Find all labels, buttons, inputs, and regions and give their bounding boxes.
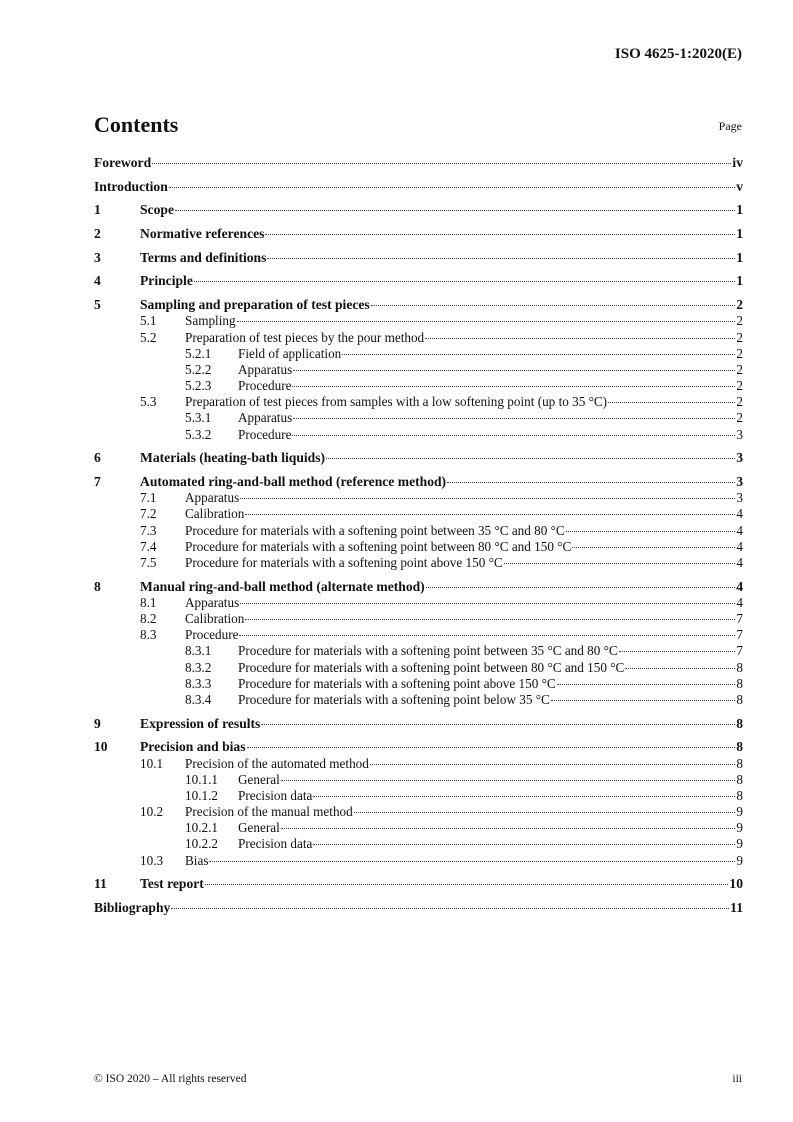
toc-entry[interactable] xyxy=(94,555,743,571)
toc-entry[interactable] xyxy=(94,627,743,643)
toc-entry-number: 10.3 xyxy=(140,852,164,868)
dot-leader xyxy=(313,796,735,797)
toc-entry-number: 8.3.2 xyxy=(185,659,212,675)
footer-page-number: iii xyxy=(732,1073,742,1085)
toc-entry-page: 3 xyxy=(736,490,743,506)
dot-leader xyxy=(370,764,736,765)
toc-entry[interactable] xyxy=(94,490,743,506)
toc-entry-number: 7.5 xyxy=(140,554,157,570)
toc-entry-title[interactable]: Procedure for materials with a softening point between 80 °C and 150 °C xyxy=(238,659,625,675)
toc-entry-number: 2 xyxy=(94,226,101,242)
toc-entry[interactable] xyxy=(94,474,743,490)
toc-entry[interactable] xyxy=(94,297,743,313)
toc-entry-page: 7 xyxy=(736,643,743,659)
dot-leader xyxy=(237,321,736,322)
toc-entry[interactable] xyxy=(94,692,743,708)
dot-leader xyxy=(293,418,735,419)
toc-entry-page: 4 xyxy=(736,506,743,522)
toc-entry-number: 5.1 xyxy=(140,313,157,329)
toc-entry-number: 10.1.1 xyxy=(185,771,218,787)
toc-entry-page: 4 xyxy=(736,578,743,594)
dot-leader xyxy=(247,747,736,748)
toc-entry-title[interactable]: Calibration xyxy=(185,506,245,522)
toc-entry-title[interactable]: Materials (heating-bath liquids) xyxy=(140,450,326,466)
toc-entry-title[interactable]: Procedure for materials with a softening point below 35 °C xyxy=(238,691,550,707)
toc-entry-number: 7.3 xyxy=(140,522,157,538)
toc-entry-title[interactable]: Apparatus xyxy=(238,361,293,377)
toc-entry-page: 8 xyxy=(736,691,743,707)
dot-leader xyxy=(209,861,735,862)
toc-entry[interactable] xyxy=(94,330,743,346)
dot-leader xyxy=(566,531,736,532)
toc-entry-title[interactable]: Bias xyxy=(185,852,209,868)
toc-entry[interactable] xyxy=(94,579,743,595)
dot-leader xyxy=(171,908,729,909)
toc-entry[interactable] xyxy=(94,676,743,692)
dot-leader xyxy=(625,668,735,669)
toc-entry-page: 4 xyxy=(736,554,743,570)
document-id: ISO 4625-1:2020(E) xyxy=(614,46,742,62)
toc-entry-page: 2 xyxy=(736,410,743,426)
toc-entry-title[interactable]: Procedure xyxy=(185,627,239,643)
toc-entry-number: 8.3.4 xyxy=(185,691,212,707)
dot-leader xyxy=(371,305,735,306)
toc-entry-title[interactable]: Precision data xyxy=(238,836,313,852)
toc-entry-title[interactable]: Apparatus xyxy=(185,490,240,506)
toc-entry-number: 7.2 xyxy=(140,506,157,522)
toc-entry-title[interactable]: Procedure xyxy=(238,378,292,394)
toc-entry-number: 8.3.1 xyxy=(185,643,212,659)
toc-entry-number: 8.1 xyxy=(140,594,157,610)
toc-entry-title[interactable]: Sampling and preparation of test pieces xyxy=(140,297,370,313)
toc-entry-title[interactable]: Field of application xyxy=(238,345,342,361)
toc-entry-title[interactable]: Precision of the manual method xyxy=(185,804,353,820)
toc-entry[interactable] xyxy=(94,595,743,611)
toc-entry-page: 1 xyxy=(736,202,743,218)
dot-leader xyxy=(239,635,735,636)
toc-entry-page: 11 xyxy=(730,900,743,915)
toc-entry[interactable] xyxy=(94,362,743,378)
toc-entry[interactable] xyxy=(94,273,743,289)
toc-entry-title[interactable]: Preparation of test pieces by the pour method xyxy=(185,329,425,345)
toc-entry-number: 10.2 xyxy=(140,804,164,820)
toc-entry-title[interactable]: Manual ring-and-ball method (alternate method) xyxy=(140,578,425,594)
dot-leader xyxy=(425,338,735,339)
toc-entry-number: 7.4 xyxy=(140,538,157,554)
toc-entry-page: 7 xyxy=(736,611,743,626)
toc-entry[interactable] xyxy=(94,523,743,539)
toc-entry-page: 2 xyxy=(736,313,743,329)
table-of-contents xyxy=(94,155,743,916)
toc-entry-title[interactable]: Scope xyxy=(140,202,174,218)
toc-entry-title[interactable]: Precision data xyxy=(238,787,313,803)
toc-entry-title[interactable]: Procedure for materials with a softening point between 35 °C and 80 °C xyxy=(185,522,565,538)
toc-entry-title[interactable]: Precision and bias xyxy=(140,739,246,755)
dot-leader xyxy=(426,587,735,588)
toc-entry[interactable] xyxy=(94,539,743,555)
dot-leader xyxy=(292,435,735,436)
dot-leader xyxy=(293,370,735,371)
toc-entry-page: 2 xyxy=(736,345,743,361)
toc-entry-title[interactable]: Expression of results xyxy=(140,715,261,731)
toc-entry[interactable] xyxy=(94,788,743,804)
dot-leader xyxy=(245,619,735,620)
dot-leader xyxy=(447,482,735,483)
toc-entry-title[interactable]: General xyxy=(238,820,280,836)
toc-entry-page: 10 xyxy=(729,876,743,892)
dot-leader xyxy=(608,402,735,403)
toc-entry-title[interactable]: Terms and definitions xyxy=(140,249,267,265)
toc-entry[interactable] xyxy=(94,756,743,772)
toc-entry-page: v xyxy=(736,178,743,194)
toc-entry-page: 1 xyxy=(736,249,743,265)
toc-entry-number: 8.2 xyxy=(140,611,157,626)
toc-entry-number: 9 xyxy=(94,715,101,731)
toc-entry-page: 8 xyxy=(736,715,743,731)
toc-entry-page: 8 xyxy=(736,771,743,787)
toc-entry-page: 9 xyxy=(736,852,743,868)
toc-entry[interactable] xyxy=(94,450,743,466)
dot-leader xyxy=(619,651,736,652)
toc-entry[interactable] xyxy=(94,836,743,852)
toc-entry-title[interactable]: Preparation of test pieces from samples with a low softening point (up to 35 °C) xyxy=(185,394,608,410)
toc-entry-number: 10.2.2 xyxy=(185,836,218,852)
toc-entry-number: 8.3 xyxy=(140,627,157,643)
toc-entry-number: 5.2 xyxy=(140,329,157,345)
dot-leader xyxy=(281,828,736,829)
dot-leader xyxy=(292,386,735,387)
dot-leader xyxy=(572,547,735,548)
dot-leader xyxy=(261,724,735,725)
dot-leader xyxy=(504,563,736,564)
toc-entry-number: 6 xyxy=(94,450,101,466)
footer-copyright: © ISO 2020 – All rights reserved xyxy=(94,1073,247,1085)
toc-entry-title[interactable]: Normative references xyxy=(140,226,265,242)
toc-entry[interactable] xyxy=(94,250,743,266)
dot-leader xyxy=(326,458,735,459)
toc-entry-page: 1 xyxy=(736,273,743,289)
dot-leader xyxy=(169,187,735,188)
toc-entry[interactable] xyxy=(94,346,743,362)
dot-leader xyxy=(354,812,736,813)
toc-entry-number: 5.2.2 xyxy=(185,361,212,377)
toc-entry-page: 3 xyxy=(736,426,743,442)
toc-entry-title[interactable]: Foreword xyxy=(94,155,152,170)
toc-entry-title[interactable]: Procedure for materials with a softening point above 150 °C xyxy=(185,554,503,570)
toc-entry-page: 1 xyxy=(736,226,743,242)
toc-entry[interactable] xyxy=(94,804,743,820)
toc-entry-title[interactable]: Apparatus xyxy=(185,594,240,610)
dot-leader xyxy=(342,354,735,355)
dot-leader xyxy=(267,258,735,259)
toc-entry-page: 3 xyxy=(736,450,743,466)
toc-entry[interactable] xyxy=(94,739,743,755)
toc-entry-page: 4 xyxy=(736,594,743,610)
toc-entry-number: 4 xyxy=(94,273,101,289)
toc-entry-number: 5.3.2 xyxy=(185,426,212,442)
toc-entry-page: 2 xyxy=(736,378,743,394)
toc-entry-title[interactable]: General xyxy=(238,771,280,787)
toc-entry[interactable] xyxy=(94,853,743,869)
toc-entry-page: 8 xyxy=(736,675,743,691)
toc-entry-page: 8 xyxy=(736,659,743,675)
toc-entry-number: 5.2.3 xyxy=(185,378,212,394)
toc-entry-title[interactable]: Principle xyxy=(140,273,193,289)
toc-entry-number: 7 xyxy=(94,474,101,489)
toc-entry[interactable] xyxy=(94,820,743,836)
toc-entry-number: 8 xyxy=(94,578,101,594)
toc-entry[interactable] xyxy=(94,427,743,443)
dot-leader xyxy=(205,884,729,885)
toc-entry-number: 5.2.1 xyxy=(185,345,212,361)
toc-entry-number: 5 xyxy=(94,297,101,313)
toc-entry-title[interactable]: Apparatus xyxy=(238,410,293,426)
toc-entry-page: 2 xyxy=(736,394,743,410)
toc-entry-number: 10.2.1 xyxy=(185,820,218,836)
dot-leader xyxy=(245,514,735,515)
toc-entry[interactable] xyxy=(94,643,743,659)
dot-leader xyxy=(551,700,736,701)
toc-entry-title[interactable]: Precision of the automated method xyxy=(185,755,369,771)
toc-entry[interactable] xyxy=(94,900,743,916)
toc-entry[interactable] xyxy=(94,313,743,329)
toc-entry-number: 3 xyxy=(94,249,101,265)
toc-entry-number: 1 xyxy=(94,202,101,218)
toc-entry-page: 7 xyxy=(736,627,743,643)
toc-entry[interactable] xyxy=(94,506,743,522)
dot-leader xyxy=(240,603,735,604)
toc-entry-number: 7.1 xyxy=(140,490,157,506)
toc-entry[interactable] xyxy=(94,611,743,627)
page-column-label: Page xyxy=(718,119,742,133)
toc-entry[interactable] xyxy=(94,179,743,195)
toc-entry-page: iv xyxy=(732,155,743,170)
toc-entry[interactable] xyxy=(94,378,743,394)
toc-entry-page: 2 xyxy=(736,297,743,313)
dot-leader xyxy=(557,684,736,685)
toc-entry-page: 4 xyxy=(736,522,743,538)
toc-entry[interactable] xyxy=(94,660,743,676)
toc-entry-page: 8 xyxy=(736,739,743,755)
dot-leader xyxy=(265,234,735,235)
toc-entry-page: 8 xyxy=(736,787,743,803)
toc-entry-page: 9 xyxy=(736,804,743,820)
toc-entry[interactable] xyxy=(94,716,743,732)
dot-leader xyxy=(152,163,731,164)
toc-entry[interactable] xyxy=(94,155,743,171)
toc-entry-page: 4 xyxy=(736,538,743,554)
toc-entry-page: 2 xyxy=(736,361,743,377)
toc-entry-number: 5.3.1 xyxy=(185,410,212,426)
dot-leader xyxy=(240,498,735,499)
toc-entry-title[interactable]: Introduction xyxy=(94,178,168,194)
toc-entry-title[interactable]: Procedure for materials with a softening point between 80 °C and 150 °C xyxy=(185,538,572,554)
toc-entry[interactable] xyxy=(94,226,743,242)
toc-entry[interactable] xyxy=(94,410,743,426)
toc-entry-title[interactable]: Automated ring-and-ball method (reference method) xyxy=(140,474,447,489)
toc-entry-page: 9 xyxy=(736,820,743,836)
page-title: Contents xyxy=(94,112,179,137)
dot-leader xyxy=(313,844,735,845)
toc-entry-title[interactable]: Bibliography xyxy=(94,900,171,915)
toc-entry-number: 8.3.3 xyxy=(185,675,212,691)
toc-entry-title[interactable]: Procedure for materials with a softening point between 35 °C and 80 °C xyxy=(238,643,618,659)
toc-entry-page: 2 xyxy=(736,329,743,345)
toc-entry-title[interactable]: Test report xyxy=(140,876,204,892)
dot-leader xyxy=(175,210,735,211)
toc-entry-number: 10.1 xyxy=(140,755,164,771)
toc-entry-title[interactable]: Calibration xyxy=(185,611,245,626)
toc-entry-page: 9 xyxy=(736,836,743,852)
dot-leader xyxy=(281,780,736,781)
toc-entry-number: 11 xyxy=(94,876,107,892)
toc-entry-title[interactable]: Procedure for materials with a softening point above 150 °C xyxy=(238,675,556,691)
toc-entry[interactable] xyxy=(94,394,743,410)
toc-entry[interactable] xyxy=(94,202,743,218)
toc-entry-page: 8 xyxy=(736,755,743,771)
toc-entry-title[interactable]: Procedure xyxy=(238,426,292,442)
dot-leader xyxy=(194,281,735,282)
toc-entry[interactable] xyxy=(94,876,743,892)
toc-entry-number: 5.3 xyxy=(140,394,157,410)
toc-entry-title[interactable]: Sampling xyxy=(185,313,236,329)
toc-entry-number: 10 xyxy=(94,739,108,755)
toc-entry-page: 3 xyxy=(736,474,743,489)
toc-entry-number: 10.1.2 xyxy=(185,787,218,803)
toc-entry[interactable] xyxy=(94,772,743,788)
